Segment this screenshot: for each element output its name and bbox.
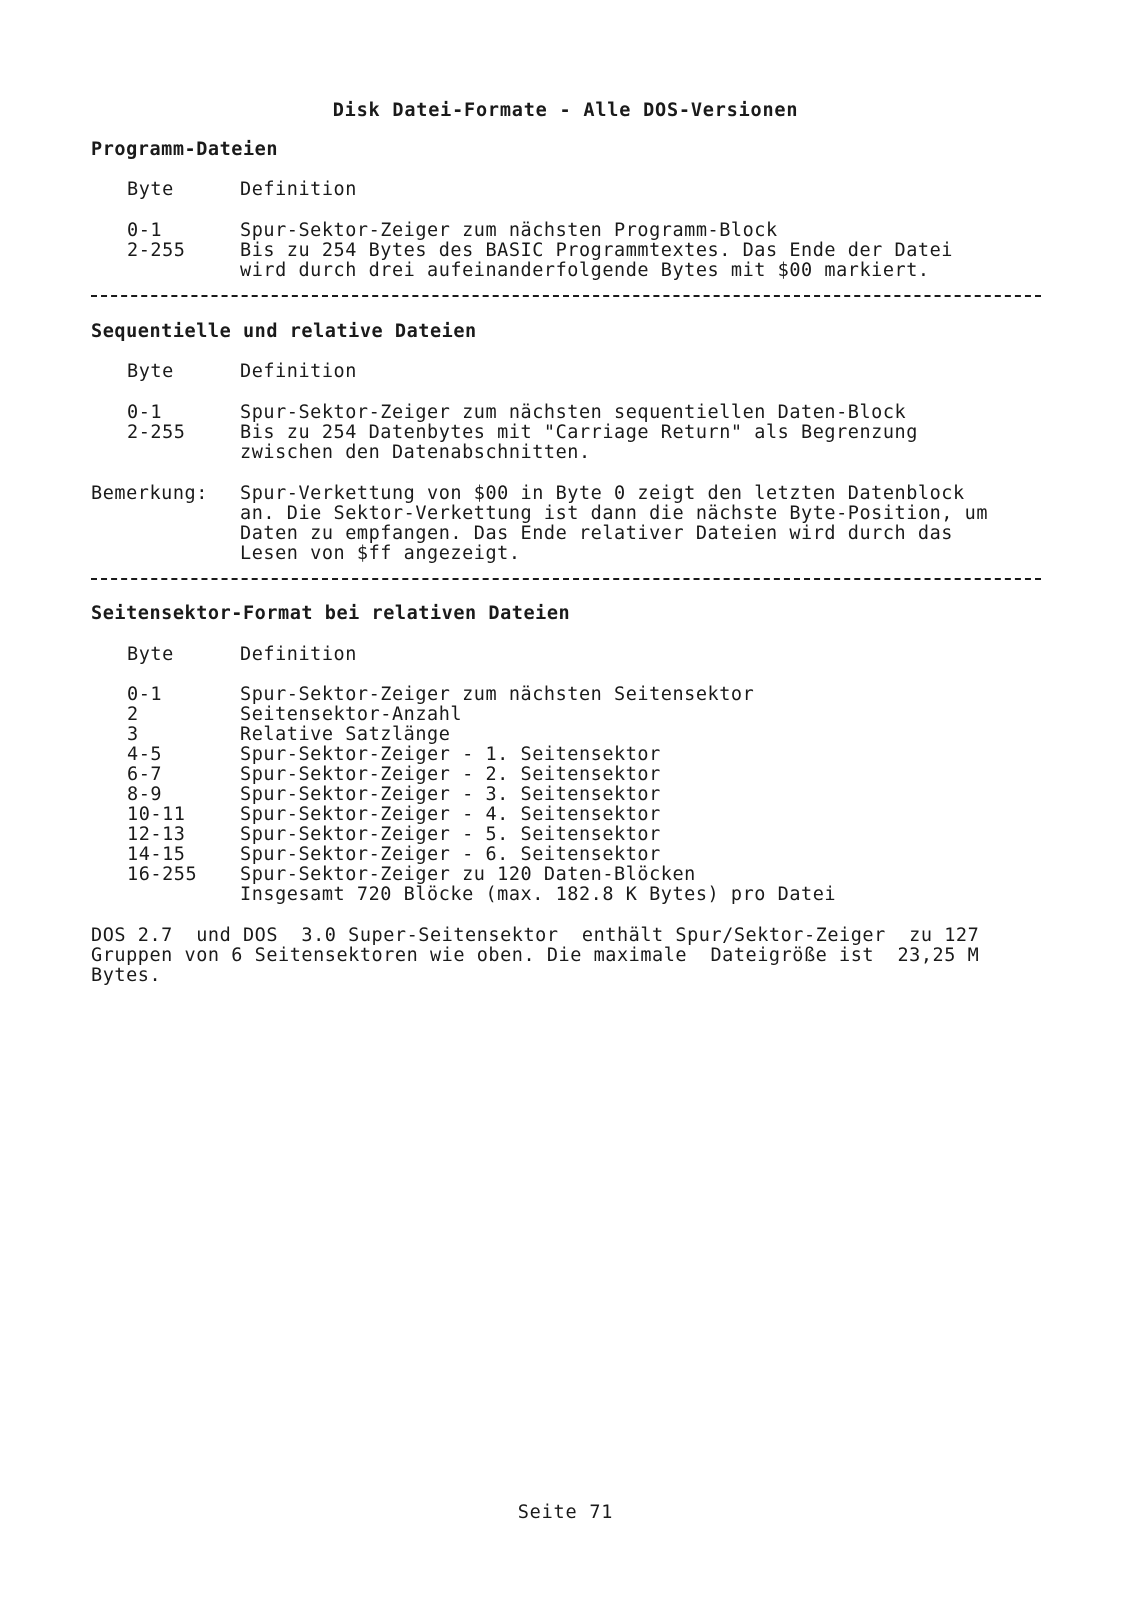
row-definition-continuation: wird durch drei aufeinanderfolgende Bytes mit $00 markiert.	[240, 260, 930, 281]
footnote-line: Bytes.	[91, 965, 162, 986]
section-heading: Sequentielle und relative Dateien	[91, 321, 477, 342]
row-definition: Spur-Sektor-Zeiger - 6. Seitensektor	[240, 844, 661, 865]
row-definition: Seitensektor-Anzahl	[240, 704, 463, 725]
row-byte: 2-255	[127, 240, 186, 261]
row-byte: 10-11	[127, 804, 186, 825]
row-definition: Spur-Sektor-Zeiger zum nächsten Seitensektor	[240, 684, 755, 705]
row-byte: 2	[127, 704, 139, 725]
remark-text: an. Die Sektor-Verkettung ist dann die nächste Byte-Position, um	[240, 503, 989, 524]
row-byte: 2-255	[127, 422, 186, 443]
row-definition: Spur-Sektor-Zeiger - 5. Seitensektor	[240, 824, 661, 845]
row-definition: Spur-Sektor-Zeiger - 1. Seitensektor	[240, 744, 661, 765]
footnote-line: DOS 2.7 und DOS 3.0 Super-Seitensektor enthält Spur/Sektor-Zeiger zu 127	[91, 925, 980, 946]
row-byte: 6-7	[127, 764, 163, 785]
row-definition-continuation: zwischen den Datenabschnitten.	[240, 442, 591, 463]
remark-text: Daten zu empfangen. Das Ende relativer Dateien wird durch das	[240, 523, 953, 544]
row-definition: Spur-Sektor-Zeiger zum nächsten Programm-Block	[240, 220, 778, 241]
row-definition: Spur-Sektor-Zeiger - 2. Seitensektor	[240, 764, 661, 785]
page-title: Disk Datei-Formate - Alle DOS-Versionen	[332, 100, 799, 121]
column-header-definition: Definition	[240, 361, 357, 382]
row-byte: 0-1	[127, 684, 163, 705]
row-byte: 4-5	[127, 744, 163, 765]
column-header-definition: Definition	[240, 179, 357, 200]
row-byte: 12-13	[127, 824, 186, 845]
page-number: Seite 71	[517, 1502, 614, 1523]
row-byte: 3	[127, 724, 139, 745]
row-byte: 14-15	[127, 844, 186, 865]
row-definition-continuation: Insgesamt 720 Blöcke (max. 182.8 K Bytes) pro Datei	[240, 884, 837, 905]
remark-text: Spur-Verkettung von $00 in Byte 0 zeigt den letzten Datenblock	[240, 483, 965, 504]
row-definition: Spur-Sektor-Zeiger - 3. Seitensektor	[240, 784, 661, 805]
row-definition: Relative Satzlänge	[240, 724, 451, 745]
row-definition: Bis zu 254 Datenbytes mit "Carriage Return" als Begrenzung	[240, 422, 918, 443]
row-byte: 0-1	[127, 220, 163, 241]
section-divider	[91, 295, 1041, 297]
column-header-definition: Definition	[240, 644, 357, 665]
row-byte: 8-9	[127, 784, 163, 805]
section-heading: Seitensektor-Format bei relativen Dateien	[91, 603, 571, 624]
row-definition: Spur-Sektor-Zeiger zu 120 Daten-Blöcken	[240, 864, 696, 885]
section-divider	[91, 578, 1041, 580]
column-header-byte: Byte	[127, 361, 174, 382]
section-heading: Programm-Dateien	[91, 139, 279, 160]
row-definition: Spur-Sektor-Zeiger - 4. Seitensektor	[240, 804, 661, 825]
column-header-byte: Byte	[127, 179, 174, 200]
row-byte: 0-1	[127, 402, 163, 423]
row-byte: 16-255	[127, 864, 198, 885]
remark-text: Lesen von $ff angezeigt.	[240, 543, 521, 564]
footnote-line: Gruppen von 6 Seitensektoren wie oben. Die maximale Dateigröße ist 23,25 M	[91, 945, 980, 966]
row-definition: Bis zu 254 Bytes des BASIC Programmtextes. Das Ende der Datei	[240, 240, 953, 261]
row-definition: Spur-Sektor-Zeiger zum nächsten sequentiellen Daten-Block	[240, 402, 907, 423]
remark-label: Bemerkung:	[91, 483, 208, 504]
column-header-byte: Byte	[127, 644, 174, 665]
